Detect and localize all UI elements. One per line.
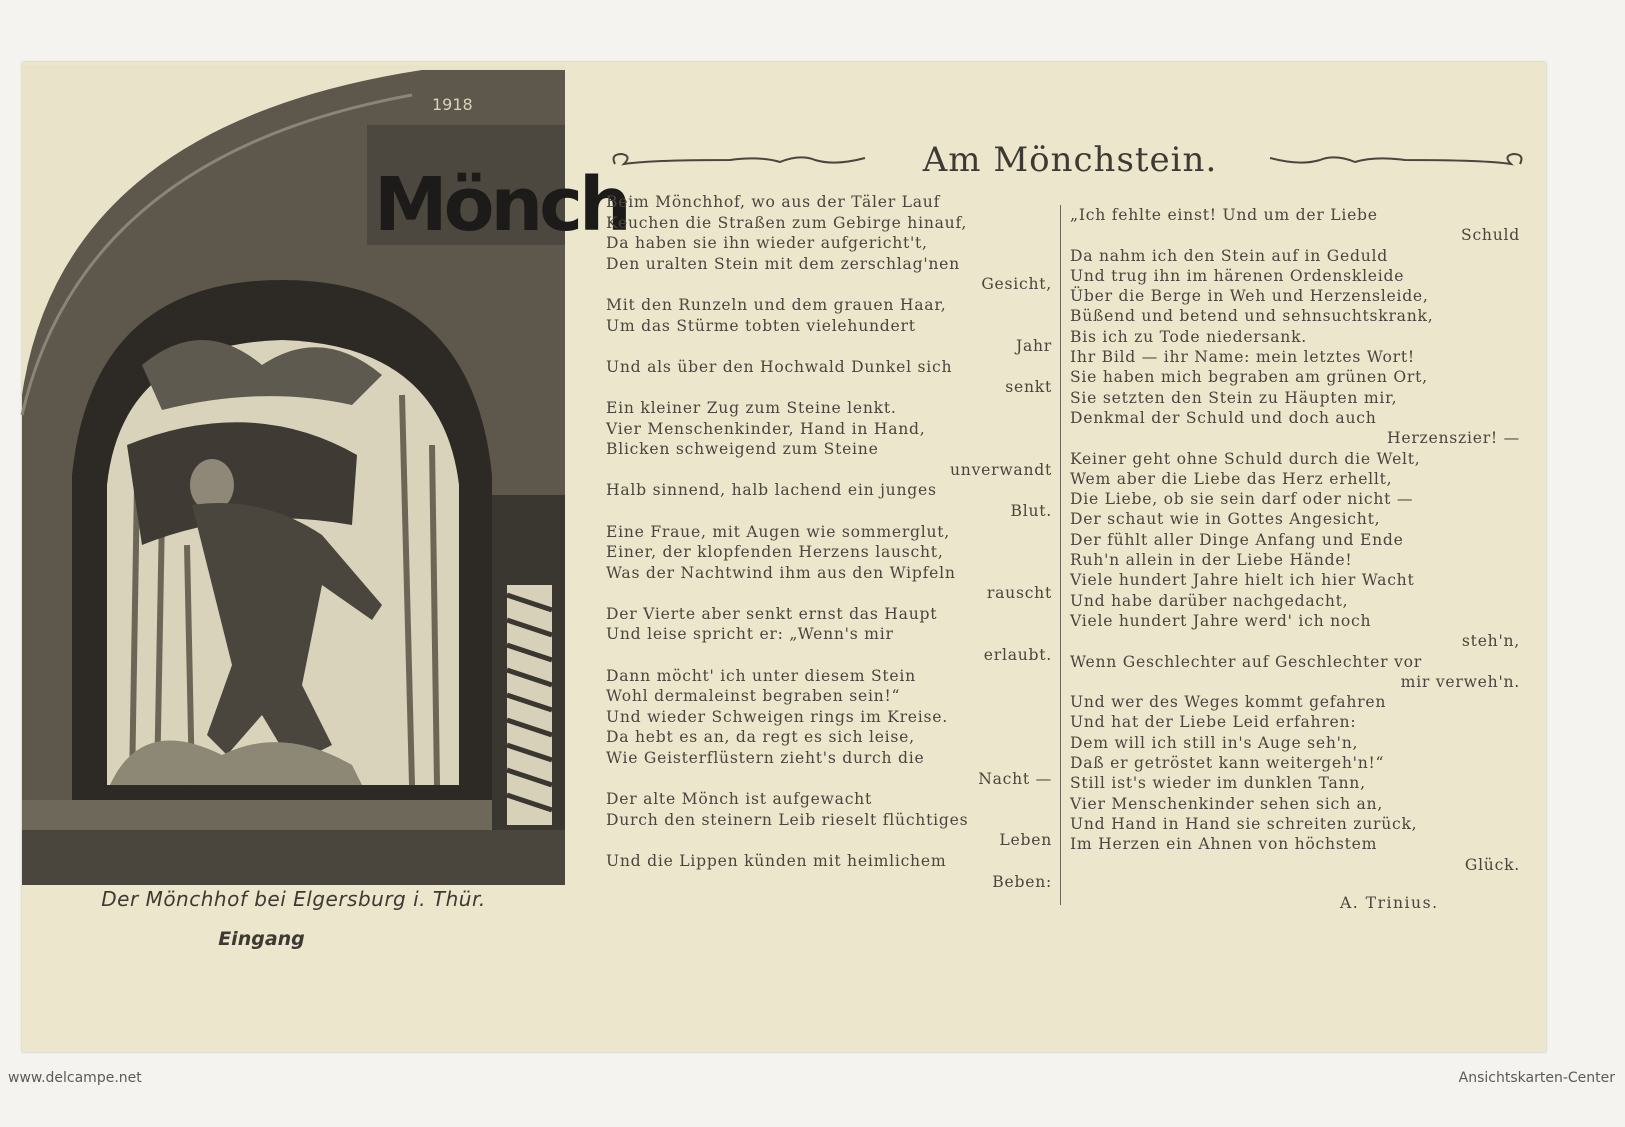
poem-line: Wohl dermaleinst begraben sein!“ <box>606 687 901 706</box>
poem-line: Viele hundert Jahre werd' ich noch <box>1070 611 1372 630</box>
poem-line: Wenn Geschlechter auf Geschlechter vor <box>1070 652 1422 671</box>
photo-monk-entrance <box>22 65 628 885</box>
poem-line-continuation: rauscht <box>986 584 1052 603</box>
poem-line: Der Vierte aber senkt ernst das Haupt <box>606 604 938 623</box>
sign-year: 1918 <box>432 95 473 114</box>
poem-line-continuation: Beben: <box>992 872 1052 891</box>
poem-line: „Ich fehlte einst! Und um der Liebe <box>1070 206 1378 224</box>
poem-line: Denkmal der Schuld und doch auch <box>1070 408 1377 427</box>
poem-line: Was der Nachtwind ihm aus den Wipfeln <box>606 563 956 582</box>
poem-line: Dann möcht' ich unter diesem Stein <box>606 666 916 685</box>
poem-line-continuation: steh'n, <box>1461 632 1520 651</box>
poem-line: Eine Fraue, mit Augen wie sommerglut, <box>606 522 951 541</box>
poem-line-continuation: unverwandt <box>949 460 1052 479</box>
poem-line-continuation: erlaubt. <box>983 646 1052 665</box>
poem-line: Ruh'n allein in der Liebe Hände! <box>1070 551 1353 570</box>
photo-subcaption: Eingang <box>218 928 305 950</box>
poem-line: Der schaut wie in Gottes Angesicht, <box>1070 510 1381 529</box>
poem-line: Durch den steinern Leib rieselt flüchtiges <box>606 810 969 829</box>
poem-line: Sie setzten den Stein zu Häupten mir, <box>1070 388 1398 407</box>
poem-right-column <box>1070 205 1520 875</box>
poem-line-continuation: Nacht — <box>978 769 1052 788</box>
poem-line: Wie Geisterflüstern zieht's durch die <box>606 749 925 768</box>
poem-title: Am Mönchstein. <box>922 140 1218 180</box>
poem-line: Sie haben mich begraben am grünen Ort, <box>1070 368 1428 387</box>
poem-line: Im Herzen ein Ahnen von höchstem <box>1070 835 1378 854</box>
watermark-right: Ansichtskarten-Center <box>1458 1070 1615 1086</box>
poem-line-continuation: Glück. <box>1464 855 1520 874</box>
poem-line: Mit den Runzeln und dem grauen Haar, <box>606 295 947 314</box>
poem-line-continuation: Jahr <box>1015 337 1052 356</box>
poem-line: Den uralten Stein mit dem zerschlag'nen <box>606 254 960 273</box>
poem-line: Ihr Bild — ihr Name: mein letztes Wort! <box>1070 348 1415 367</box>
poem-line: Da nahm ich den Stein auf in Geduld <box>1070 246 1388 265</box>
right-flourish-ornament <box>1265 146 1525 176</box>
poem-line: Da haben sie ihn wieder aufgericht't, <box>606 234 928 253</box>
poem-line: Einer, der klopfenden Herzens lauscht, <box>606 543 944 562</box>
poem-line: Um das Stürme tobten vielehundert <box>606 316 916 335</box>
poem-left-column <box>606 192 1052 892</box>
poem-line: Und wer des Weges kommt gefahren <box>1070 693 1387 712</box>
column-divider <box>1060 205 1061 905</box>
poem-line: Keiner geht ohne Schuld durch die Welt, <box>1070 449 1421 468</box>
poem-line-continuation: Herzenszier! — <box>1387 429 1520 448</box>
poem-line-continuation: mir verweh'n. <box>1400 672 1520 691</box>
poem-line: Viele hundert Jahre hielt ich hier Wacht <box>1070 571 1415 590</box>
poem-line: Und trug ihn im härenen Ordenskleide <box>1070 266 1405 285</box>
left-flourish-ornament <box>610 146 870 176</box>
poem-line-continuation: Gesicht, <box>981 275 1052 294</box>
poem-line: Und wieder Schweigen rings im Kreise. <box>606 707 948 726</box>
poem-line: Wem aber die Liebe das Herz erhellt, <box>1070 469 1393 488</box>
poem-line-continuation: Leben <box>999 831 1052 850</box>
poem-line: Ein kleiner Zug zum Steine lenkt. <box>606 398 897 417</box>
photo-caption: Der Mönchhof bei Elgersburg i. Thür. <box>101 887 486 911</box>
poem-line: Die Liebe, ob sie sein darf oder nicht — <box>1070 490 1414 509</box>
poem-line: Und leise spricht er: „Wenn's mir <box>606 625 894 644</box>
poem-line: Still ist's wieder im dunklen Tann, <box>1070 774 1366 793</box>
poem-line: Und die Lippen künden mit heimlichem <box>606 852 947 870</box>
poem-line: Vier Menschenkinder, Hand in Hand, <box>606 419 926 438</box>
poem-line: Büßend und betend und sehnsuchtskrank, <box>1070 307 1434 326</box>
poem-line: Dem will ich still in's Auge seh'n, <box>1070 733 1359 752</box>
poem-line-continuation: Blut. <box>1010 501 1052 520</box>
poem-line: Der fühlt aller Dinge Anfang und Ende <box>1070 530 1404 549</box>
poem-line: Halb sinnend, halb lachend ein junges <box>606 481 937 500</box>
poem-line: Der alte Mönch ist aufgewacht <box>606 790 872 809</box>
watermark-left: www.delcampe.net <box>8 1070 142 1086</box>
author-signature: A. Trinius. <box>1340 894 1439 912</box>
sign-lettering: Mönch <box>374 162 628 248</box>
poem-line: Daß er getröstet kann weitergeh'n!“ <box>1070 754 1385 773</box>
poem-line: Und als über den Hochwald Dunkel sich <box>606 357 953 376</box>
poem-line: Da hebt es an, da regt es sich leise, <box>606 728 915 747</box>
poem-line-continuation: senkt <box>1005 378 1052 397</box>
poem-line: Beim Mönchhof, wo aus der Täler Lauf <box>606 193 941 211</box>
poem-line: Bis ich zu Tode niedersank. <box>1070 327 1308 346</box>
poem-line-continuation: Schuld <box>1461 226 1520 245</box>
poem-line: Und hat der Liebe Leid erfahren: <box>1070 713 1357 732</box>
poem-line: Über die Berge in Weh und Herzensleide, <box>1070 287 1429 306</box>
poem-line: Und habe darüber nachgedacht, <box>1070 591 1349 610</box>
poem-line: Blicken schweigend zum Steine <box>606 440 879 459</box>
poem-line: Keuchen die Straßen zum Gebirge hinauf, <box>606 213 968 232</box>
poem-line: Vier Menschenkinder sehen sich an, <box>1070 794 1384 813</box>
poem-line: Und Hand in Hand sie schreiten zurück, <box>1070 814 1418 833</box>
